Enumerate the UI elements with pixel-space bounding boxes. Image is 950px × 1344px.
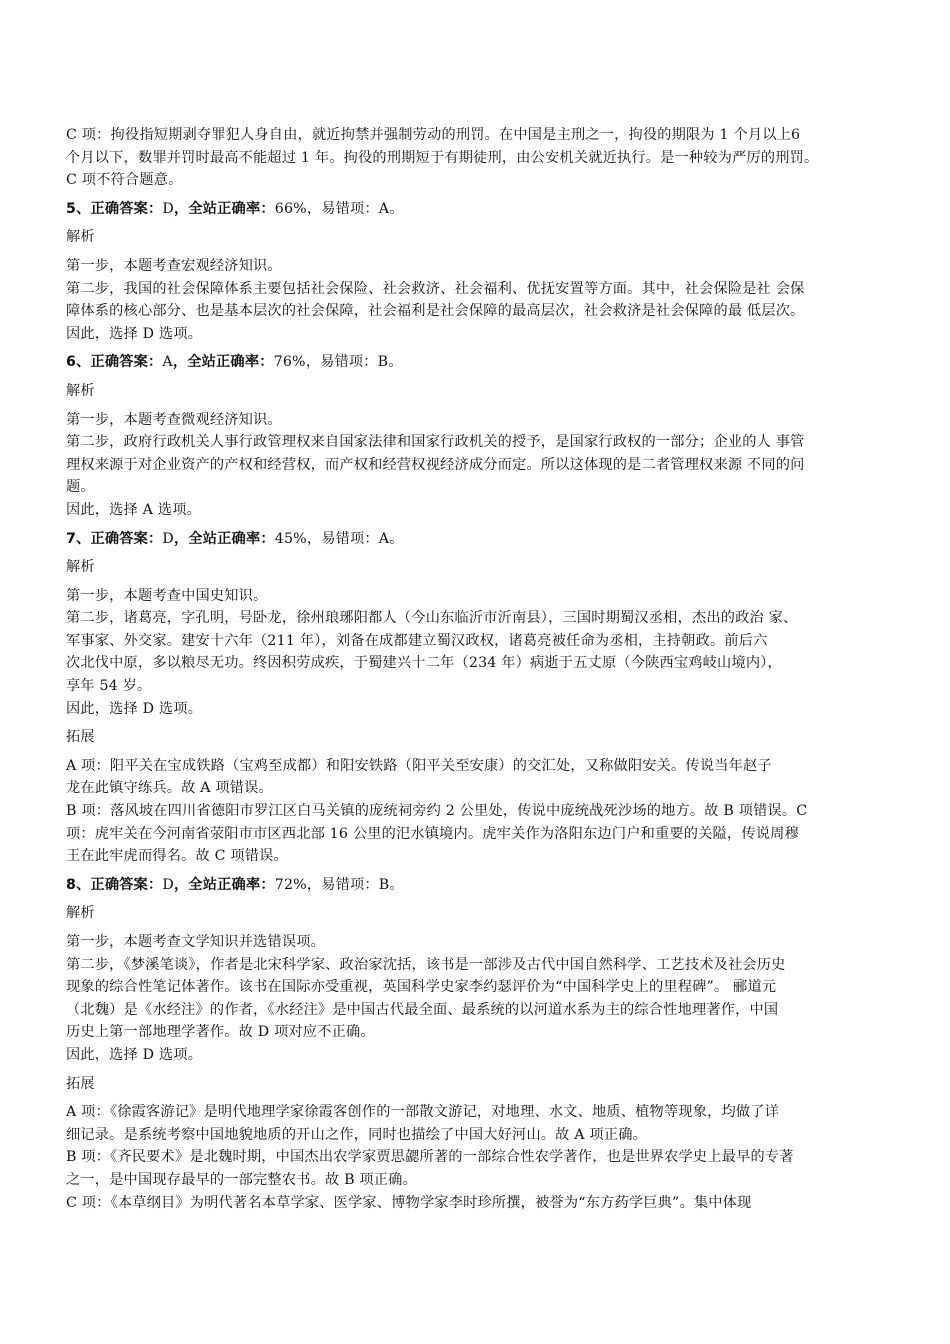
correct-answer: A: [162, 354, 173, 371]
text-line: 因此，选择 D 选项。: [66, 700, 203, 717]
text-line: 第二步，政府行政机关人事行政管理权来自国家法律和国家行政机关的授予，是国家行政权的一部分；企业的人 事管: [66, 434, 805, 451]
text-line: 第二步，诸葛亮，字孔明，号卧龙，徐州琅琊阳都人（今山东临沂市沂南县），三国时期蜀汉丞相，杰出的政治 家、: [66, 610, 798, 627]
answer-label: 正确答案：: [90, 354, 163, 371]
text-line: 之一，是中国现存最早的一部完整农书。故 B 项正确。: [66, 1171, 417, 1188]
accuracy-label: ，全站正确率：: [174, 876, 275, 893]
answer-header: [66, 198, 892, 221]
text-line: （北魏）是《水经注》的作者，《水经注》是中国古代最全面、最系统的以河道水系为主的综合性地理著作，中国: [66, 1001, 779, 1018]
text-line: 第二步，我国的社会保障体系主要包括社会保险、社会救济、社会福利、优抚安置等方面。其中，社会保险是社 会保: [66, 280, 805, 297]
text-line: C 项：《本草纲目》为明代著名本草学家、医学家、博物学家李时珍所撰，被誉为“东方药学巨典”。集中体现: [66, 1194, 752, 1211]
correct-answer: D: [162, 530, 174, 547]
text-line: A 项：《徐霞客游记》是明代地理学家徐霞客创作的一部散文游记，对地理、水文、地质、植物等现象，均做了详: [66, 1104, 780, 1121]
text-line: 现象的综合性笔记体著作。该书在国际亦受重视，英国科学史家李约瑟评价为“中国科学史上的里程碑”。 郦道元: [66, 979, 777, 996]
accuracy-rate: 66%: [274, 200, 307, 217]
text-line: 军事家、外交家。建安十六年（211 年），刘备在成都建立蜀汉政权，诸葛亮被任命为丞相，主持朝政。前后六: [66, 632, 768, 649]
answer-label: 正确答案：: [90, 530, 163, 547]
text-line: C 项：拘役指短期剥夺罪犯人身自由，就近拘禁并强制劳动的刑罚。在中国是主刑之一，拘役的期限为 1 个月以上6: [66, 127, 801, 143]
text-line: 龙在此镇守练兵。故 A 项错误。: [66, 780, 273, 797]
answer-label: 正确答案：: [90, 876, 163, 893]
text-line: 拓展: [66, 1075, 95, 1092]
question-number: 8、: [66, 876, 91, 893]
accuracy-rate: 76%: [273, 354, 306, 371]
answer-header: [66, 528, 892, 551]
error-prone-option: ，易错项：B。: [306, 876, 404, 893]
text-line: 解析: [66, 905, 95, 922]
accuracy-label: ，全站正确率：: [174, 200, 275, 217]
text-line: 项：虎牢关在今河南省荥阳市市区西北部 16 公里的汜水镇境内。虎牢关作为洛阳东边门户和重要的关隘，传说周穆: [66, 825, 799, 842]
question-number: 5、: [66, 200, 91, 217]
error-prone-option: ，易错项：B。: [305, 354, 403, 371]
answer-header: [66, 351, 892, 374]
text-line: 障体系的核心部分、也是基本层次的社会保障，社会福利是社会保障的最高层次，社会救济是社会保障的最 低层次。: [66, 303, 805, 320]
accuracy-rate: 45%: [274, 530, 307, 547]
text-line: 解析: [66, 229, 95, 246]
text-line: 历史上第一部地理学著作。故 D 项对应不正确。: [66, 1024, 375, 1041]
text-line: A 项：阳平关在宝成铁路（宝鸡至成都）和阳安铁路（阳平关至安康）的交汇处，又称做阳安关。传说当年赵子: [66, 757, 772, 774]
answer-header: [66, 874, 892, 897]
text-line: 享年 54 岁。: [66, 678, 152, 695]
text-line: 第一步，本题考查宏观经济知识。: [66, 257, 282, 274]
text-line: B 项：《齐民要术》是北魏时期，中国杰出农学家贾思勰所著的一部综合性农学著作，也是世界农学史上最早的专著: [66, 1149, 794, 1166]
text-line: 王在此牢虎而得名。故 C 项错误。: [66, 848, 288, 865]
accuracy-rate: 72%: [274, 876, 307, 893]
text-line: 第一步，本题考查微观经济知识。: [66, 411, 282, 428]
answer-label: 正确答案：: [90, 200, 163, 217]
correct-answer: D: [162, 200, 174, 217]
error-prone-option: ，易错项：A。: [306, 200, 404, 217]
text-line: 因此，选择 A 选项。: [66, 501, 201, 518]
text-line: 次北伐中原，多以粮尽无功。终因积劳成疾，于蜀建兴十二年（234 年）病逝于五丈原（今陕西宝鸡岐山境内），: [66, 655, 782, 672]
question-number: 7、: [66, 530, 91, 547]
error-prone-option: ，易错项：A。: [306, 530, 404, 547]
text-line: B 项：落风坡在四川省德阳市罗江区白马关镇的庞统祠旁约 2 公里处，传说中庞统战死沙场的地方。故 B 项错误。C: [66, 803, 808, 820]
text-line: 第一步，本题考查中国史知识。: [66, 587, 268, 604]
text-line: 解析: [66, 559, 95, 576]
correct-answer: D: [162, 876, 174, 893]
question-number: 6、: [66, 354, 91, 371]
document-page: [66, 124, 892, 1214]
text-line: 理权来源于对企业资产的产权和经营权，而产权和经营权视经济成分而定。所以这体现的是二者管理权来源 不同的问: [66, 456, 805, 473]
text-line: 因此，选择 D 选项。: [66, 1046, 203, 1063]
text-line: 题。: [66, 479, 95, 496]
text-line: 细记录。是系统考察中国地貌地质的开山之作，同时也描绘了中国大好河山。故 A 项正确。: [66, 1126, 647, 1143]
accuracy-label: ，全站正确率：: [172, 354, 274, 371]
text-line: C 项不符合题意。: [66, 172, 183, 189]
text-line: 第一步，本题考查文学知识并选错误项。: [66, 934, 325, 950]
text-line: 个月以下，数罪并罚时最高不能超过 1 年。拘役的刑期短于有期徒刑，由公安机关就近执行。是一种较为严厉的刑罚。: [66, 149, 819, 166]
text-line: 因此，选择 D 选项。: [66, 325, 203, 342]
accuracy-label: ，全站正确率：: [174, 530, 275, 547]
text-line: 拓展: [66, 729, 95, 746]
text-line: 解析: [66, 382, 95, 399]
text-line: 第二步，《梦溪笔谈》，作者是北宋科学家、政治家沈括，该书是一部涉及古代中国自然科学、工艺技术及社会历史: [66, 956, 786, 973]
